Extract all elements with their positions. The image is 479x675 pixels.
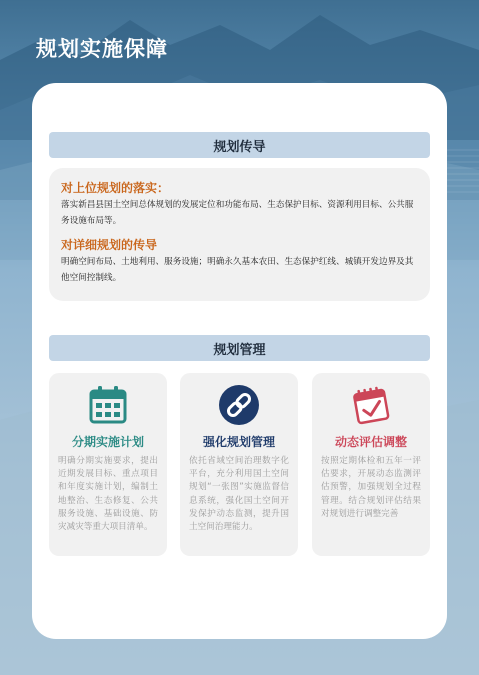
- management-card-phased-plan: [49, 373, 167, 556]
- management-card-title: 分期实施计划: [71, 435, 144, 449]
- calendar-icon: [86, 383, 130, 427]
- content-card: [32, 83, 447, 639]
- section-header-management: 规划管理: [49, 335, 430, 361]
- management-card-text: 按照定期体检和五年一评估要求，开展动态监测评估预警，加强规划全过程管理。结合规划评估结果对规划进行调整完善: [321, 456, 421, 519]
- transmission-item-title: 对上位规划的落实：: [61, 181, 170, 195]
- calendar-check-icon: [349, 383, 393, 427]
- management-card-text: 明确分期实施要求，提出近期发展目标、重点项目和年度实施计划，编制土地整治、生态修复、公共服务设施、基础设施、防灾减灾等重大项目清单。: [58, 456, 158, 533]
- management-card-strengthen: [180, 373, 298, 556]
- transmission-item-title: 对详细规划的传导: [61, 238, 158, 252]
- management-card-title: 强化规划管理: [202, 435, 275, 449]
- transmission-item-text: 明确空间布局、土地利用、服务设施；明确永久基本农田、生态保护红线、城镇开发边界及其他空间控制线。: [61, 257, 414, 283]
- page-title: 规划实施保障: [36, 37, 168, 61]
- transmission-item-text: 落实新昌县国土空间总体规划的发展定位和功能布局、生态保护目标、资源利用目标、公共服务设施布局等。: [61, 200, 414, 226]
- link-icon: [217, 383, 261, 427]
- management-card-title: 动态评估调整: [334, 435, 407, 449]
- transmission-box: [49, 168, 430, 301]
- management-card-evaluation: [312, 373, 430, 556]
- management-card-text: 依托省域空间治理数字化平台，充分利用国土空间规划“一张图”实施监督信息系统，强化国土空间开发保护动态监测，提升国土空间治理能力。: [189, 456, 289, 533]
- section-header-transmission: 规划传导: [49, 132, 430, 158]
